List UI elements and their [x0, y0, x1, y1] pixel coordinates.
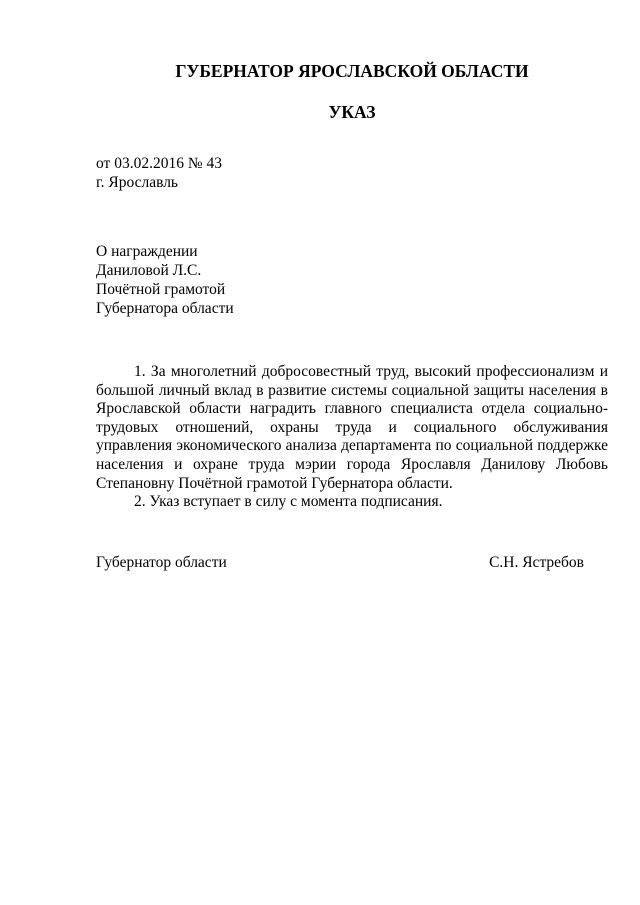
signatory-position: Губернатор области	[96, 554, 227, 571]
signatory-name: С.Н. Ястребов	[489, 554, 584, 571]
body-paragraph-2: 2. Указ вступает в силу с момента подписания.	[134, 493, 443, 511]
subject-line: О награждении	[96, 243, 198, 260]
signature-block	[96, 553, 608, 572]
subject-line: Почётной грамотой	[96, 281, 226, 298]
document-subject	[96, 242, 234, 318]
document-body	[96, 363, 608, 512]
body-paragraph-1: 1. За многолетний добросовестный труд, высокий профессионализм и большой личный вклад в развитие системы социальной защиты населения в Ярославской области наградить главного специалиста отдела социально-трудовых отношений, охраны труда и социального обслуживания управления экономического анализа департамента по социальной поддержке населения и охране труда мэрии города Ярославля Данилову Любовь Степановну Почётной грамотой Губернатора области.	[96, 363, 608, 492]
subject-line: Губернатора области	[96, 300, 234, 317]
document-date-number: от 03.02.2016 № 43	[96, 155, 222, 172]
document-place: г. Ярославль	[96, 174, 178, 191]
issuer-heading: ГУБЕРНАТОР ЯРОСЛАВСКОЙ ОБЛАСТИ	[175, 61, 529, 81]
subject-line: Даниловой Л.С.	[96, 262, 202, 279]
document-type-heading: УКАЗ	[328, 102, 376, 122]
